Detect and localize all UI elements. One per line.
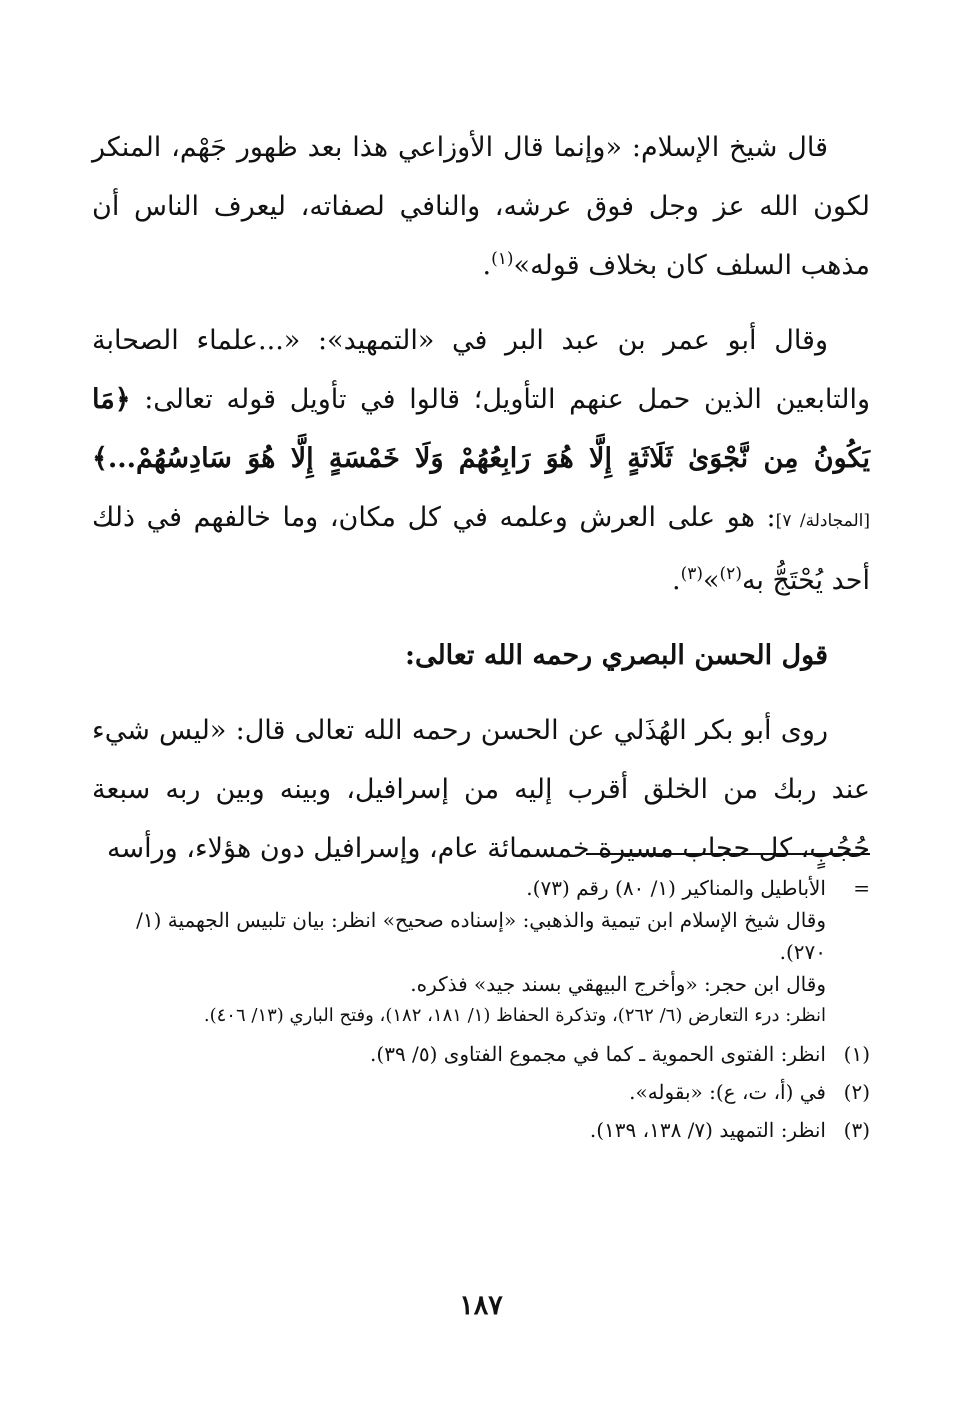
footnote-reference: (٢) bbox=[719, 564, 742, 584]
quote-close: » bbox=[703, 565, 720, 596]
quran-reference: [المجادلة/ ٧] bbox=[775, 511, 871, 531]
footnote-line: الأباطيل والمناكير (١/ ٨٠) رقم (٧٣). bbox=[526, 876, 826, 900]
footnote-continuation-lines bbox=[92, 904, 826, 1032]
paragraph-intro: وقال أبو عمر بن عبد البر في «التمهيد»: «...علماء الصحابة والتابعين الذين حمل عنهم التأويل؛ قالوا في تأويل قوله تعالى: bbox=[92, 325, 870, 415]
main-text bbox=[92, 118, 870, 894]
footnote-line: انظر: درء التعارض (٦/ ٢٦٢)، وتذكرة الحفاظ (١/ ١٨١، ١٨٢)، وفتح الباري (١٣/ ٤٠٦). bbox=[203, 1005, 826, 1026]
footnotes bbox=[92, 872, 870, 1146]
footnote-reference: (١) bbox=[491, 249, 514, 269]
footnote-number: (٢) bbox=[843, 1080, 870, 1104]
page-number: ١٨٧ bbox=[459, 1290, 503, 1321]
footnote-line: وقال شيخ الإسلام ابن تيمية والذهبي: «إسناده صحيح» انظر: بيان تلبيس الجهمية (١/ ٢٧٠). bbox=[136, 908, 826, 964]
footnote-item bbox=[92, 1038, 870, 1070]
footnote-item bbox=[92, 1114, 870, 1146]
sentence-end: . bbox=[671, 565, 681, 596]
sentence-end: . bbox=[482, 250, 492, 281]
continuation-body bbox=[92, 872, 826, 904]
footnote-line: وقال ابن حجر: «وأخرج البيهقي بسند جيد» فذكره. bbox=[410, 972, 826, 996]
footnote-text: انظر: التمهيد (٧/ ١٣٨، ١٣٩). bbox=[589, 1118, 826, 1142]
paragraph-ibn-abd-al-barr bbox=[92, 311, 870, 610]
quran-verse: ﴿مَا يَكُونُ مِن نَّجْوَىٰ ثَلَاثَةٍ إِلَّا هُوَ رَابِعُهُمْ وَلَا خَمْسَةٍ إِلَّا هُوَ سَادِسُهُمْ...﴾ bbox=[92, 384, 870, 474]
footnote-text: انظر: الفتوى الحموية ـ كما في مجموع الفتاوى (٥/ ٣٩). bbox=[370, 1042, 826, 1066]
footnote-item bbox=[92, 1076, 870, 1108]
continuation-marker: = bbox=[853, 876, 870, 900]
paragraph-al-hudhali: روى أبو بكر الهُذَلي عن الحسن رحمه الله تعالى قال: «ليس شيء عند ربك من الخلق أقرب إليه من إسرافيل، وبينه وبين ربه سبعة حُجُبٍ، كل حجاب مسيرة خمسمائة عام، وإسرافيل دون هؤلاء، ورأسه bbox=[92, 715, 870, 864]
footnote-text: في (أ، ت، ع): «بقوله». bbox=[629, 1080, 826, 1104]
footnote-number: (٣) bbox=[843, 1118, 870, 1142]
footnote-reference: (٣) bbox=[680, 564, 703, 584]
paragraph-continuation: : هو على العرش وعلمه في كل مكان، وما خالفهم في ذلك أحد يُحْتَجُّ به bbox=[92, 502, 870, 596]
section-heading: قول الحسن البصري رحمه الله تعالى: bbox=[404, 640, 828, 671]
footnote-continuation bbox=[92, 872, 870, 904]
paragraph-sheikh-al-islam bbox=[92, 118, 870, 295]
paragraph-text: قال شيخ الإسلام: «وإنما قال الأوزاعي هذا بعد ظهور جَهْم، المنكر لكون الله عز وجل فوق عرشه، والنافي لصفاته، ليعرف الناس أن مذهب السلف كان بخلاف قوله» bbox=[92, 132, 870, 281]
footnote-separator bbox=[586, 853, 870, 855]
footnote-number: (١) bbox=[843, 1042, 870, 1066]
